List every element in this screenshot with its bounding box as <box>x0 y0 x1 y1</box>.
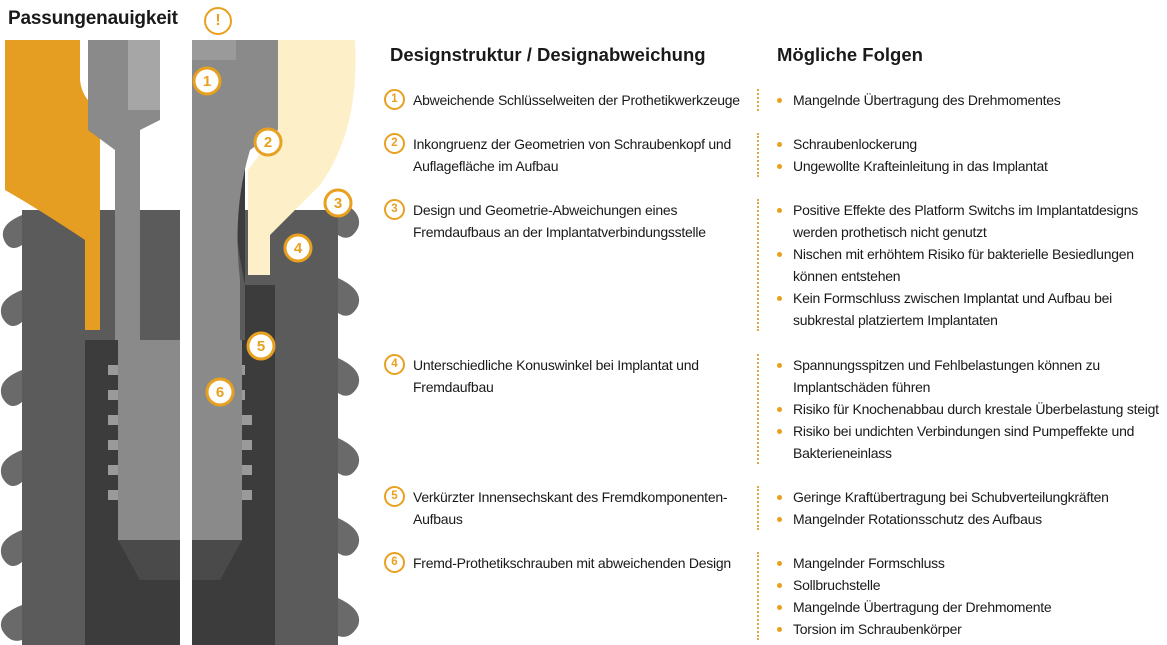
diagram-marker-2 <box>255 129 281 155</box>
svg-text:6: 6 <box>215 384 225 401</box>
consequence-item: Kein Formschluss zwischen Implantat und Aufbau bei subkrestal platziertem Implantaten <box>777 287 1167 331</box>
design-text: Unterschiedliche Konuswinkel bei Implantat und Fremdaufbau <box>413 357 699 395</box>
row-number-badge: 1 <box>384 89 405 110</box>
consequence-item: Mangelnder Rotationsschutz des Aufbaus <box>777 508 1167 530</box>
consequence-item: Ungewollte Krafteinleitung in das Implantat <box>777 155 1167 177</box>
consequence-list <box>777 552 1167 640</box>
consequence-item: Mangelnde Übertragung der Drehmomente <box>777 596 1167 618</box>
design-text: Abweichende Schlüsselweiten der Prothetikwerkzeuge <box>413 92 740 108</box>
divider <box>757 552 759 640</box>
page-title: Passungenauigkeit <box>8 8 178 29</box>
consequence-list <box>777 354 1167 464</box>
svg-text:4: 4 <box>293 240 303 257</box>
column-header-design: Designstruktur / Designabweichung <box>390 44 706 65</box>
diagram-marker-5 <box>248 333 274 359</box>
diagram-marker-6 <box>207 379 233 405</box>
diagram-marker-1 <box>194 68 220 94</box>
svg-text:3: 3 <box>333 195 343 212</box>
column-header-consequences: Mögliche Folgen <box>777 44 923 65</box>
consequence-list <box>777 486 1167 530</box>
consequence-list <box>777 199 1167 331</box>
divider <box>757 486 759 530</box>
consequence-item: Risiko bei undichten Verbindungen sind Pumpeffekte und Bakterieneinlass <box>777 420 1167 464</box>
consequence-list <box>777 89 1167 111</box>
design-text: Design und Geometrie-Abweichungen eines Fremdaufbaus an der Implantatverbindungsstelle <box>413 202 706 240</box>
row-number-badge: 5 <box>384 486 405 507</box>
row-number-badge: 6 <box>384 552 405 573</box>
consequence-item: Torsion im Schraubenkörper <box>777 618 1167 640</box>
consequence-list <box>777 133 1167 177</box>
diagram-marker-4 <box>285 235 311 261</box>
design-text: Fremd-Prothetikschrauben mit abweichenden Design <box>413 555 731 571</box>
divider <box>757 354 759 464</box>
consequence-item: Nischen mit erhöhtem Risiko für bakterielle Besiedlungen können entstehen <box>777 243 1167 287</box>
diagram-marker-3 <box>325 190 351 216</box>
row-number-badge: 2 <box>384 133 405 154</box>
svg-text:2: 2 <box>263 134 273 151</box>
svg-text:1: 1 <box>202 73 212 90</box>
divider <box>757 133 759 177</box>
row-number-badge: 4 <box>384 354 405 375</box>
consequence-item: Mangelnde Übertragung des Drehmomentes <box>777 89 1167 111</box>
consequence-item: Mangelnder Formschluss <box>777 552 1167 574</box>
consequence-item: Positive Effekte des Platform Switchs im Implantatdesigns werden prothetisch nicht genutzt <box>777 199 1167 243</box>
warning-icon: ! <box>204 7 232 35</box>
svg-text:5: 5 <box>256 338 266 355</box>
consequence-item: Risiko für Knochenabbau durch krestale Überbelastung steigt <box>777 398 1167 420</box>
consequence-item: Spannungsspitzen und Fehlbelastungen können zu Implantschäden führen <box>777 354 1167 398</box>
consequence-item: Sollbruchstelle <box>777 574 1167 596</box>
design-text: Verkürzter Innensechskant des Fremdkomponenten-Aufbaus <box>413 489 728 527</box>
divider <box>757 199 759 331</box>
consequence-item: Geringe Kraftübertragung bei Schubverteilungkräften <box>777 486 1167 508</box>
consequence-item: Schraubenlockerung <box>777 133 1167 155</box>
row-number-badge: 3 <box>384 199 405 220</box>
implant-illustration <box>0 40 360 645</box>
design-text: Inkongruenz der Geometrien von Schraubenkopf und Auflagefläche im Aufbau <box>413 136 731 174</box>
divider <box>757 89 759 111</box>
